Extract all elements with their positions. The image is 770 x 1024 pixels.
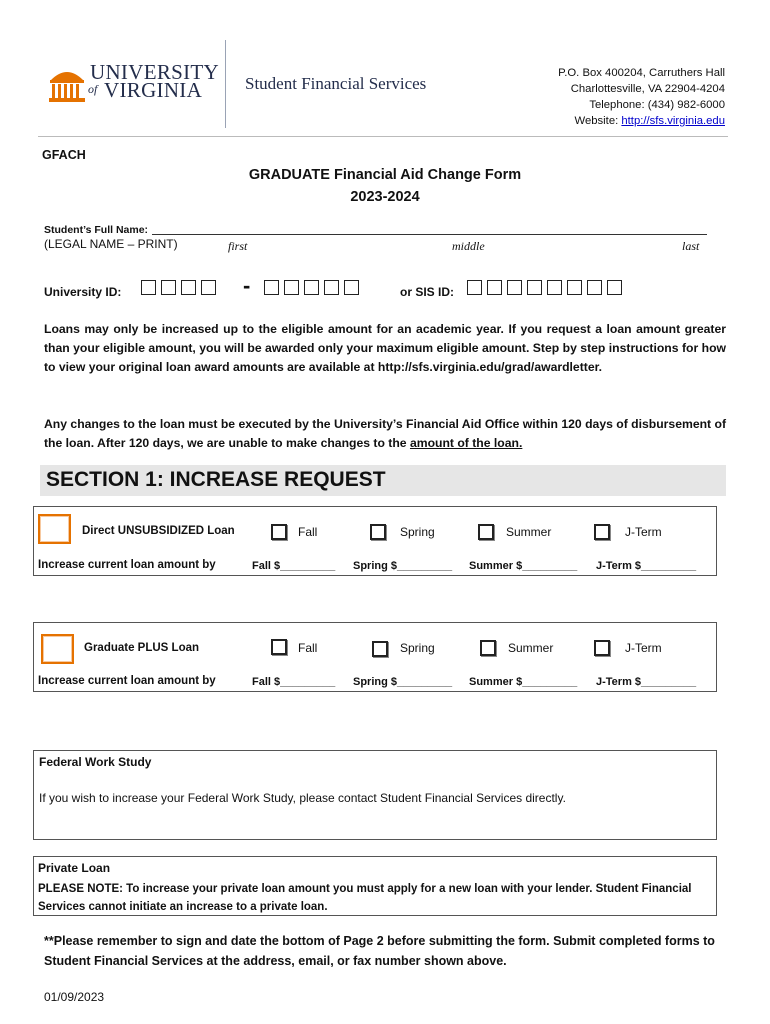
- legal-name-hint: (LEGAL NAME – PRINT): [44, 237, 178, 251]
- fall-amount-field[interactable]: Fall $_________: [252, 560, 336, 572]
- digit-box[interactable]: [181, 280, 196, 295]
- first-name-hint: first: [228, 239, 248, 253]
- logo-university: UNIVERSITY: [90, 60, 219, 84]
- sis-id-boxes: [467, 280, 622, 295]
- signature-reminder: **Please remember to sign and date the bottom of Page 2 before submitting the form. Submit completed forms to Student Financial Services at the address, email, or fax number shown above.: [44, 934, 715, 968]
- digit-box[interactable]: [304, 280, 319, 295]
- fall-checkbox[interactable]: [271, 524, 287, 540]
- note-text: To increase your private loan amount you must apply for a new loan with your lender. Student Financial Services cannot initiate an increase to a private loan.: [38, 883, 692, 913]
- form-title: GRADUATE Financial Aid Change Form: [248, 167, 522, 183]
- uva-logo: [48, 60, 219, 108]
- jterm-amount-field[interactable]: J-Term $_________: [596, 560, 697, 572]
- private-loan-title: Private Loan: [38, 861, 111, 875]
- private-loan-note: [38, 880, 706, 916]
- digit-box[interactable]: [324, 280, 339, 295]
- term-spring: Spring: [400, 641, 435, 655]
- last-name-hint: last: [682, 239, 700, 253]
- summer-checkbox[interactable]: [478, 524, 494, 540]
- website-line: [558, 113, 725, 129]
- digit-box[interactable]: [264, 280, 279, 295]
- unsubsidized-loan-checkbox[interactable]: [38, 514, 71, 544]
- term-summer: Summer: [508, 641, 554, 655]
- increase-label: Increase current loan amount by: [38, 559, 216, 571]
- term-jterm: J-Term: [625, 525, 662, 539]
- form-code: GFACH: [42, 148, 86, 162]
- section-title: SECTION 1: INCREASE REQUEST: [46, 468, 386, 491]
- jterm-amount-field[interactable]: J-Term $_________: [596, 676, 697, 688]
- summer-amount-field[interactable]: Summer $_________: [469, 560, 578, 572]
- middle-name-hint: middle: [452, 239, 485, 253]
- digit-box[interactable]: [344, 280, 359, 295]
- unsubsidized-loan-box: [33, 506, 717, 576]
- digit-box[interactable]: [607, 280, 622, 295]
- digit-box[interactable]: [527, 280, 542, 295]
- full-name-field[interactable]: [152, 234, 707, 235]
- loan-changes-paragraph: [44, 415, 726, 453]
- form-year: 2023-2024: [350, 189, 420, 205]
- header-divider: [225, 40, 226, 128]
- fall-amount-field[interactable]: Fall $_________: [252, 676, 336, 688]
- address-block: [558, 65, 725, 129]
- university-id-label: University ID:: [44, 285, 122, 299]
- fws-text: If you wish to increase your Federal Work Study, please contact Student Financial Services directly.: [39, 791, 566, 805]
- spring-checkbox[interactable]: [372, 641, 388, 657]
- header-rule: [38, 136, 728, 137]
- fws-title: Federal Work Study: [39, 755, 152, 769]
- term-spring: Spring: [400, 525, 435, 539]
- address-line-2: Charlottesville, VA 22904-4204: [570, 83, 725, 95]
- note-label: PLEASE NOTE:: [38, 883, 123, 895]
- term-fall: Fall: [298, 641, 318, 655]
- spring-amount-field[interactable]: Spring $_________: [353, 560, 453, 572]
- university-id-part2: [264, 280, 359, 295]
- term-fall: Fall: [298, 525, 318, 539]
- university-id-part1: [141, 280, 216, 295]
- loan-name: Graduate PLUS Loan: [84, 642, 200, 654]
- website-link[interactable]: http://sfs.virginia.edu: [621, 115, 725, 127]
- increase-label: Increase current loan amount by: [38, 675, 216, 687]
- revision-date: 01/09/2023: [44, 990, 105, 1004]
- private-loan-box: [33, 856, 717, 916]
- grad-plus-loan-box: [33, 622, 717, 692]
- website-label: Website:: [574, 115, 622, 127]
- grad-plus-loan-checkbox[interactable]: [41, 634, 74, 664]
- loan-changes-text: Any changes to the loan must be executed by the University’s Financial Aid Office within 120 days of disbursement of the loan. After 120 days, we are unable to make changes to the: [44, 417, 726, 450]
- spring-checkbox[interactable]: [370, 524, 386, 540]
- term-summer: Summer: [506, 525, 552, 539]
- logo-of: of: [88, 82, 98, 96]
- rotunda-icon: [48, 64, 86, 104]
- digit-box[interactable]: [141, 280, 156, 295]
- digit-box[interactable]: [467, 280, 482, 295]
- address-line-1: P.O. Box 400204, Carruthers Hall: [558, 67, 725, 79]
- department-name: Student Financial Services: [245, 74, 427, 93]
- telephone-line: Telephone: (434) 982-6000: [589, 99, 725, 111]
- digit-box[interactable]: [507, 280, 522, 295]
- spring-amount-field[interactable]: Spring $_________: [353, 676, 453, 688]
- full-name-label: Student’s Full Name:: [44, 224, 149, 236]
- jterm-checkbox[interactable]: [594, 640, 610, 656]
- digit-box[interactable]: [284, 280, 299, 295]
- form-title-block: [0, 164, 770, 208]
- term-jterm: J-Term: [625, 641, 662, 655]
- digit-box[interactable]: [587, 280, 602, 295]
- digit-box[interactable]: [567, 280, 582, 295]
- digit-box[interactable]: [201, 280, 216, 295]
- fall-checkbox[interactable]: [271, 639, 287, 655]
- digit-box[interactable]: [547, 280, 562, 295]
- summer-checkbox[interactable]: [480, 640, 496, 656]
- federal-work-study-box: [33, 750, 717, 840]
- digit-box[interactable]: [161, 280, 176, 295]
- loan-name: Direct UNSUBSIDIZED Loan: [82, 525, 235, 537]
- loan-changes-underlined: amount of the loan.: [409, 436, 523, 450]
- id-dash: -: [243, 273, 251, 298]
- summer-amount-field[interactable]: Summer $_________: [469, 676, 578, 688]
- jterm-checkbox[interactable]: [594, 524, 610, 540]
- digit-box[interactable]: [487, 280, 502, 295]
- loan-eligibility-paragraph: Loans may only be increased up to the eligible amount for an academic year. If you request a loan amount greater than your eligible amount, you will be awarded only your maximum eligible amount. Step by step instructions for how to view your original loan award amounts are available at http://sfs.virginia.edu/grad/awardletter.: [44, 322, 726, 374]
- logo-virginia: VIRGINIA: [104, 78, 203, 102]
- sis-id-label: or SIS ID:: [400, 285, 455, 299]
